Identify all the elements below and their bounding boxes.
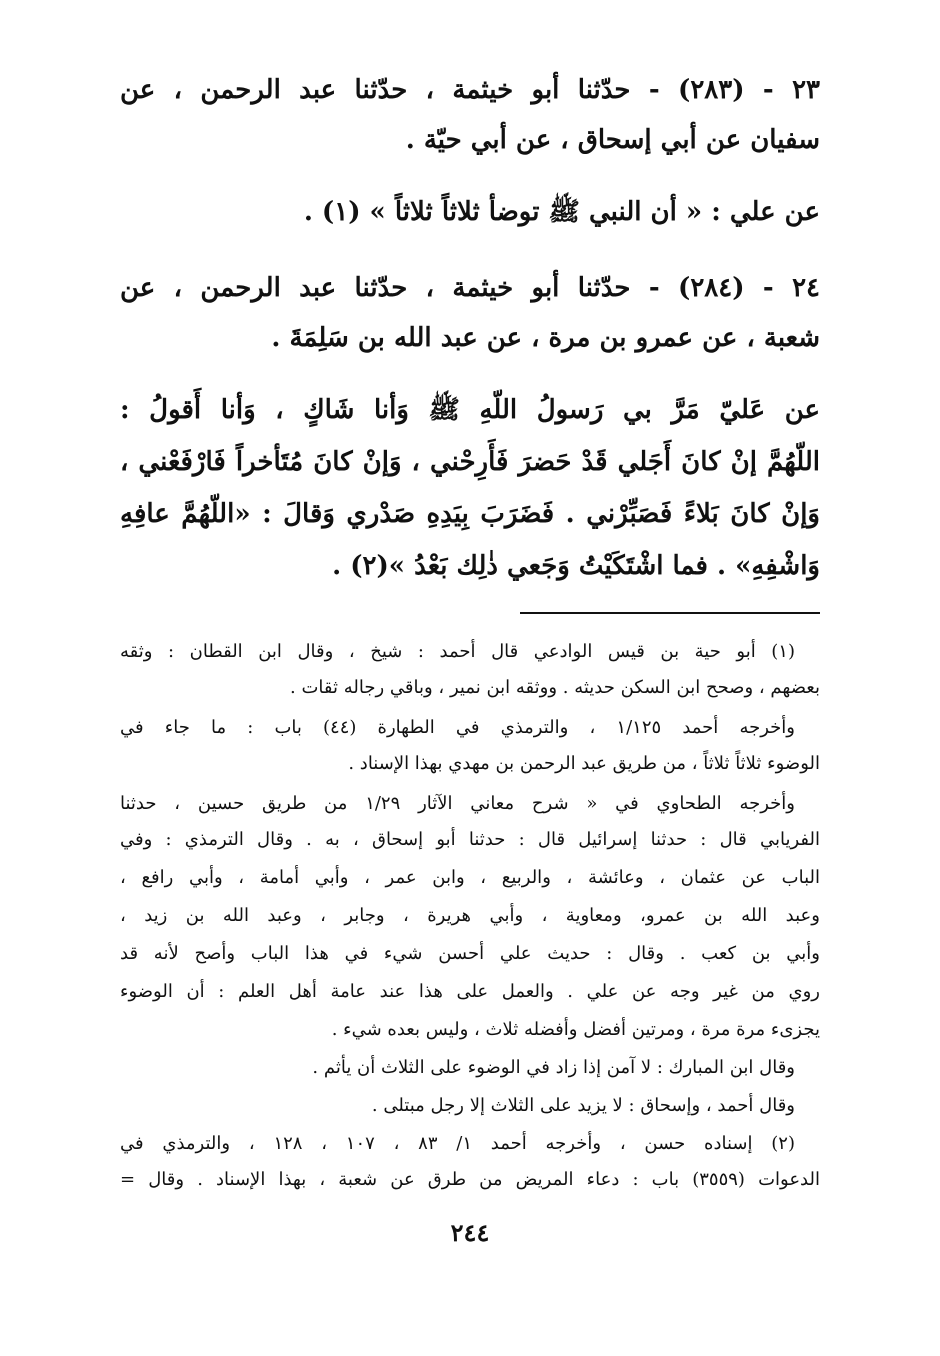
hadith-23-isnad-line-2: سفيان عن أبي إسحاق ، عن أبي حيّة . — [405, 125, 820, 155]
footnote-1-line-7: الباب عن عثمان ، وعائشة ، والربيع ، وابن عمر ، وأبي أمامة ، وأبي رافع ، — [120, 867, 820, 888]
page-number: ٢٤٤ — [450, 1218, 490, 1247]
hadith-24-isnad-line-2: شعبة ، عن عمرو بن مرة ، عن عبد الله بن سَلِمَةَ . — [271, 323, 820, 353]
footnote-1-line-4: الوضوء ثلاثاً ثلاثاً ، من طريق عبد الرحمن بن مهدي بهذا الإسناد . — [348, 753, 820, 774]
footnote-divider — [520, 612, 820, 614]
footnote-1-line-6: الفريابي قال : حدثنا إسرائيل قال : حدثنا أبو إسحاق ، به . وقال الترمذي : وفي — [120, 829, 820, 850]
footnote-1-line-1: (١) أبو حية بن قيس الوادعي قال أحمد : شيخ ، وقال ابن القطان : وثقه — [120, 641, 795, 662]
footnote-1-line-2: بعضهم ، وصحح ابن السكن حديثه . ووثقه ابن نمير ، وباقي رجاله ثقات . — [290, 677, 820, 698]
footnote-2-line-1: (٢) إسناده حسن ، وأخرجه أحمد ١/ ٨٣ ، ١٠٧ ، ١٢٨ ، والترمذي في — [120, 1133, 795, 1154]
footnote-1-line-3: وأخرجه أحمد ١/١٢٥ ، والترمذي في الطهارة (٤٤) باب : ما جاء في — [120, 717, 795, 738]
footnote-1-line-9: وأبي بن كعب . وقال : حديث علي أحسن شيء في هذا الباب وأصح لأنه قد — [120, 943, 820, 964]
footnote-1-line-5: وأخرجه الطحاوي في « شرح معاني الآثار ١/٢٩ من طريق حسين ، حدثنا — [120, 793, 795, 814]
hadith-23-matn: عن علي : « أن النبي ﷺ توضأ ثلاثاً ثلاثاً » (١) . — [303, 197, 820, 227]
footnote-1-line-11: يجزىء مرة مرة ، ومرتين أفضل وأفضله ثلاث ، وليس بعده شيء . — [331, 1019, 820, 1040]
footnote-1-line-13: وقال أحمد ، وإسحاق : لا يزيد على الثلاث إلا رجل مبتلى . — [371, 1095, 795, 1116]
hadith-24-matn-line-3: وَإنْ كانَ بَلاءً فَصَبِّرْني . فَضَرَبَ بِيَدِهِ صَدْري وَقالَ : «اللّهُمَّ عافِهِ — [120, 499, 820, 529]
hadith-24-matn-line-2: اللّهُمَّ إنْ كانَ أَجَلي قَدْ حَضرَ فَأَرِحْني ، وَإنْ كانَ مُتَأخراً فَارْفَعْني ، — [120, 447, 820, 477]
hadith-23-isnad-line-1: ٢٣ - (٢٨٣) - حدّثنا أبو خيثمة ، حدّثنا عبد الرحمن ، عن — [120, 75, 820, 105]
hadith-24-matn-line-4: وَاشْفِهِ» . فما اشْتَكَيْتُ وَجَعي ذٰلِك بَعْدُ »(٢) . — [332, 551, 820, 581]
footnote-1-line-12: وقال ابن المبارك : لا آمن إذا زاد في الوضوء على الثلاث أن يأثم . — [312, 1057, 795, 1078]
hadith-24-matn-line-1: عن عَليّ مَرَّ بي رَسولُ اللّهِ ﷺ وَأنا شَاكٍ ، وَأنا أَقولُ : — [120, 395, 820, 425]
hadith-24-isnad-line-1: ٢٤ - (٢٨٤) - حدّثنا أبو خيثمة ، حدّثنا عبد الرحمن ، عن — [120, 273, 820, 303]
footnote-1-line-10: روي من غير وجه عن علي . والعمل على هذا عند عامة أهل العلم : أن الوضوء — [120, 981, 820, 1002]
footnote-2-line-2: الدعوات (٣٥٥٩) باب : دعاء المريض من طرق عن شعبة ، بهذا الإسناد . وقال = — [120, 1169, 820, 1190]
footnote-1-line-8: وعبد الله بن عمرو، ومعاوية ، وأبي هريرة ، وجابر ، وعبد الله بن زيد ، — [120, 905, 820, 926]
